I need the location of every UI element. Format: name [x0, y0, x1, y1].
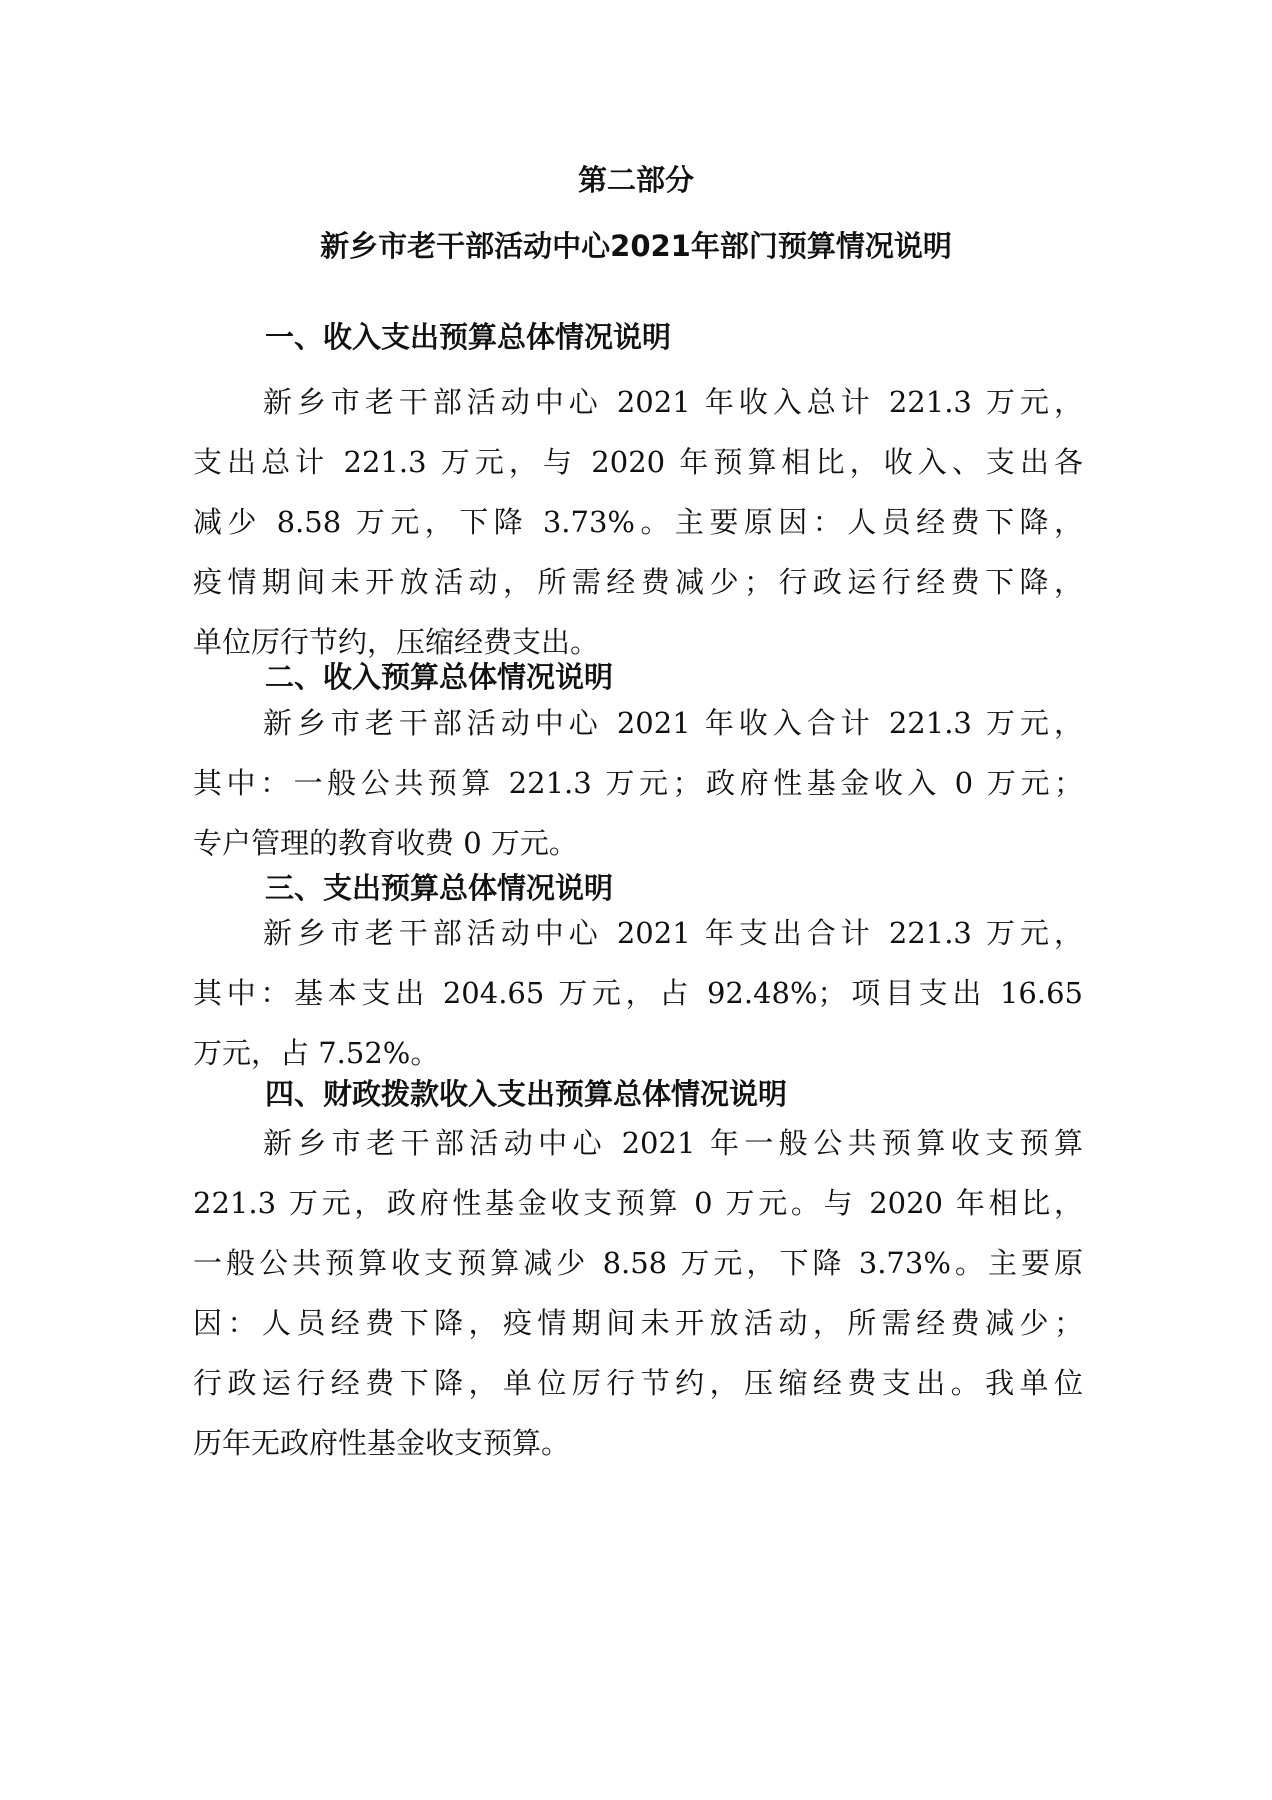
section-heading-income-expense-overview: 一、收入支出预算总体情况说明 [265, 320, 672, 354]
paragraph-line: 新乡市老干部活动中心 2021 年支出合计 221.3 万元， [263, 916, 1083, 950]
section-paragraph-fiscal-appropriation [193, 1113, 1083, 1473]
section-heading-expense-budget: 三、支出预算总体情况说明 [265, 871, 614, 905]
paragraph-line: 专户管理的教育收费 0 万元。 [193, 826, 578, 860]
paragraph-line: 221.3 万元，政府性基金收支预算 0 万元。与 2020 年相比， [193, 1186, 1083, 1220]
paragraph-line: 其中：基本支出 204.65 万元，占 92.48%；项目支出 16.65 [193, 976, 1083, 1010]
paragraph-line: 万元，占 7.52%。 [193, 1036, 440, 1070]
paragraph-line: 新乡市老干部活动中心 2021 年收入总计 221.3 万元， [263, 385, 1083, 419]
paragraph-line: 支出总计 221.3 万元，与 2020 年预算相比，收入、支出各 [193, 445, 1083, 479]
section-heading-income-budget: 二、收入预算总体情况说明 [265, 660, 614, 694]
section-paragraph-expense-budget [193, 903, 1083, 1083]
section-paragraph-income-budget [193, 693, 1083, 873]
paragraph-line: 因：人员经费下降，疫情期间未开放活动，所需经费减少； [193, 1306, 1083, 1340]
part-title: 第二部分 [577, 163, 694, 197]
paragraph-line: 一般公共预算收支预算减少 8.58 万元，下降 3.73%。主要原 [193, 1246, 1083, 1280]
section-heading-fiscal-appropriation: 四、财政拨款收入支出预算总体情况说明 [265, 1077, 788, 1111]
paragraph-line: 减少 8.58 万元，下降 3.73%。主要原因：人员经费下降， [193, 505, 1083, 539]
paragraph-line: 新乡市老干部活动中心 2021 年收入合计 221.3 万元， [263, 706, 1083, 740]
paragraph-line: 疫情期间未开放活动，所需经费减少；行政运行经费下降， [193, 565, 1083, 599]
paragraph-line: 其中：一般公共预算 221.3 万元；政府性基金收入 0 万元； [193, 766, 1083, 800]
paragraph-line: 新乡市老干部活动中心 2021 年一般公共预算收支预算 [263, 1126, 1083, 1160]
section-paragraph-income-expense-overview [193, 372, 1083, 672]
paragraph-line: 单位厉行节约，压缩经费支出。 [193, 625, 600, 659]
paragraph-line: 行政运行经费下降，单位厉行节约，压缩经费支出。我单位 [193, 1366, 1083, 1400]
main-title: 新乡市老干部活动中心2021年部门预算情况说明 [320, 229, 952, 263]
paragraph-line: 历年无政府性基金收支预算。 [193, 1426, 571, 1460]
